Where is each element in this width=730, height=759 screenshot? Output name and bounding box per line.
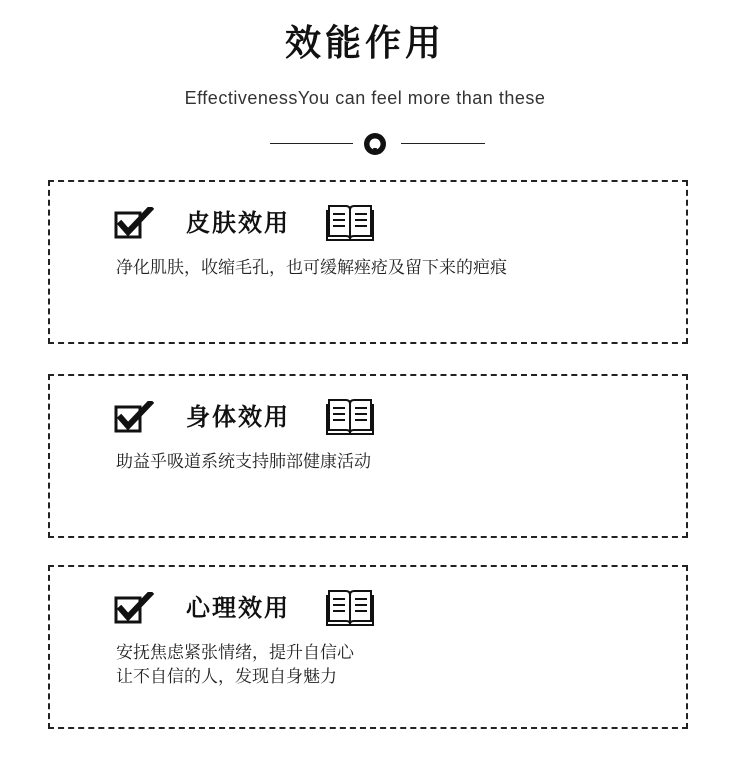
card-heading: 心理效用 (186, 594, 290, 622)
circle-ring-icon (363, 132, 387, 156)
page-title: 效能作用 (284, 22, 445, 64)
card-body (116, 450, 371, 474)
effect-card-mind (48, 565, 688, 729)
card-body-line: 助益乎吸道系统支持肺部健康活动 (116, 452, 371, 472)
title-divider (0, 132, 730, 156)
effect-card-skin (48, 180, 688, 344)
card-heading: 身体效用 (186, 403, 290, 431)
card-body-line: 安抚焦虑紧张情绪，提升自信心 (116, 643, 354, 663)
open-book-icon (326, 202, 374, 242)
checkbox-checked-icon (114, 401, 154, 435)
divider-line-left (270, 143, 353, 144)
card-body (116, 256, 507, 280)
effect-card-body (48, 374, 688, 538)
page-subtitle: EffectivenessYou can feel more than these (184, 88, 546, 108)
card-body-line: 让不自信的人，发现自身魅力 (116, 667, 337, 687)
open-book-icon (326, 396, 374, 436)
open-book-icon (326, 587, 374, 627)
card-body (116, 641, 354, 689)
card-body-line: 净化肌肤，收缩毛孔，也可缓解痤疮及留下来的疤痕 (116, 258, 507, 278)
card-heading: 皮肤效用 (186, 209, 290, 237)
checkbox-checked-icon (114, 207, 154, 241)
checkbox-checked-icon (114, 592, 154, 626)
divider-line-right (401, 143, 485, 144)
